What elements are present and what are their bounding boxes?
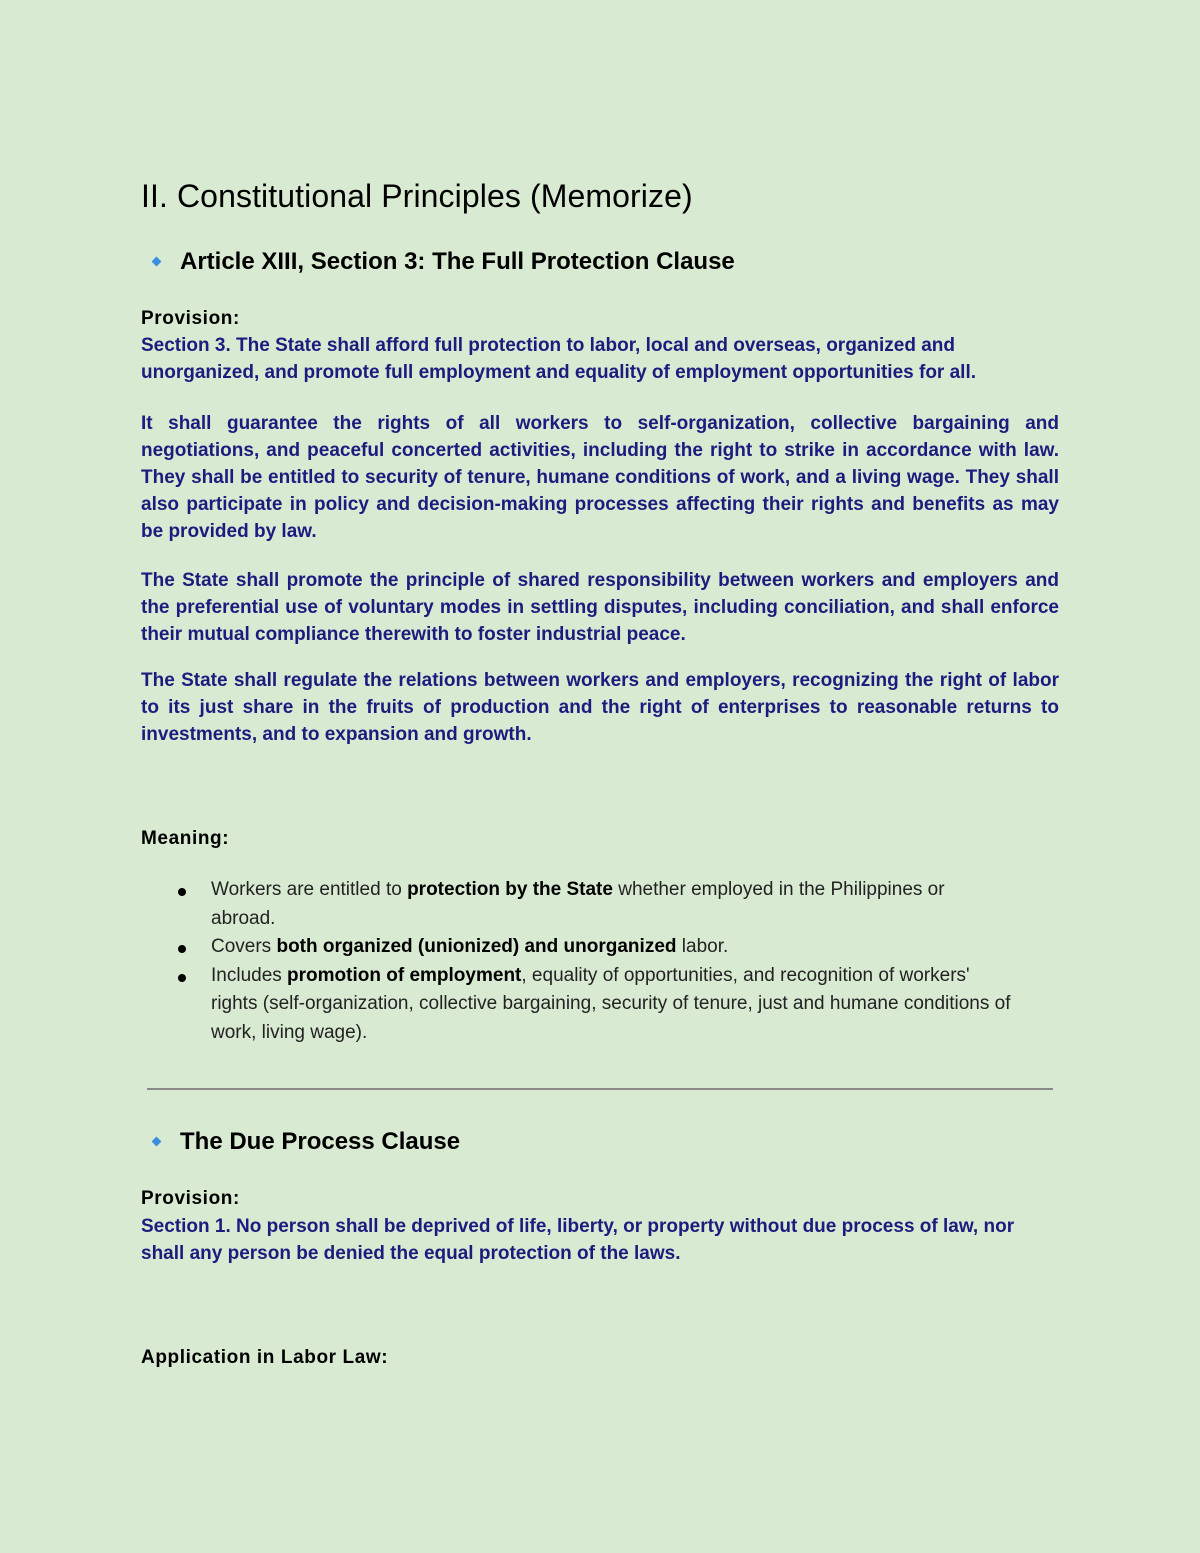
horizontal-divider	[147, 1088, 1053, 1090]
meaning-list	[141, 876, 1011, 1047]
list-item: Workers are entitled to protection by the State whether employed in the Philippines or abroad.	[141, 876, 1011, 933]
list-item: Includes promotion of employment, equality of opportunities, and recognition of workers' rights (self-organization, collective bargaining, security of tenure, just and humane conditions of work, living wage).	[141, 962, 1011, 1048]
section-heading-full-protection	[141, 248, 735, 276]
section-heading-due-process	[141, 1128, 460, 1156]
provision-paragraph-1: Section 3. The State shall afford full protection to labor, local and overseas, organized and unorganized, and promote full employment and equality of employment opportunities for all.	[141, 335, 976, 383]
application-label: Application in Labor Law:	[141, 1347, 389, 1368]
provision-paragraph-4: The State shall regulate the relations between workers and employers, recognizing the right of labor to its just share in the fruits of production and the right of enterprises to reasonable returns to investments, and to expansion and growth.	[141, 670, 1059, 745]
page-title: II. Constitutional Principles (Memorize)	[141, 178, 693, 214]
provision-paragraph-2: It shall guarantee the rights of all workers to self-organization, collective bargaining and negotiations, and peaceful concerted activities, including the right to strike in accordance with law. They shall be entitled to security of tenure, humane conditions of work, and a living wage. They shall also participate in policy and decision-making processes affecting their rights and benefits as may be provided by law.	[141, 413, 1059, 542]
provision-paragraph-3: The State shall promote the principle of shared responsibility between workers and employers and the preferential use of voluntary modes in settling disputes, including conciliation, and shall enforce their mutual compliance therewith to foster industrial peace.	[141, 570, 1059, 645]
bullet-icon	[178, 945, 186, 953]
meaning-label: Meaning:	[141, 828, 230, 849]
bullet-icon	[178, 974, 186, 982]
diamond-bullet-icon	[149, 1134, 165, 1150]
provision-label: Provision:	[141, 308, 240, 329]
section-heading-text: Article XIII, Section 3: The Full Protection Clause	[180, 248, 735, 275]
section-heading-text: The Due Process Clause	[180, 1128, 461, 1155]
diamond-bullet-icon	[149, 254, 165, 270]
list-item: Covers both organized (unionized) and unorganized labor.	[141, 933, 1011, 962]
due-process-provision-paragraph: Section 1. No person shall be deprived of life, liberty, or property without due process of law, nor shall any person be denied the equal protection of the laws.	[141, 1216, 1015, 1264]
provision-label: Provision:	[141, 1188, 240, 1209]
bullet-icon	[178, 888, 186, 896]
